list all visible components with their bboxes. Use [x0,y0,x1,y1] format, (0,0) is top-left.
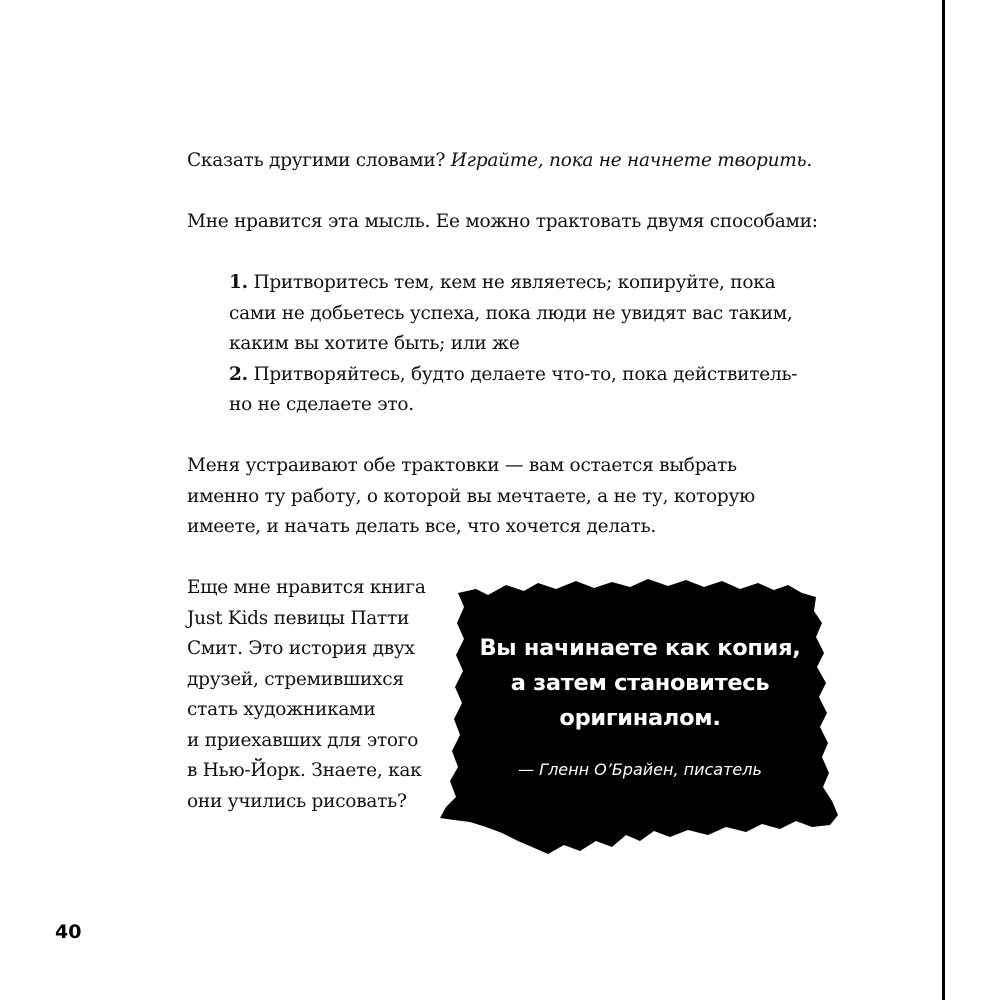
quote-author: — Гленн О’Брайен, писатель [518,760,762,779]
list-item-line: сами не добьетесь успеха, пока люди не увидят вас таким, [229,302,793,324]
list-item [229,268,797,360]
paragraph-two-ways: Мне нравится эта мысль. Ее можно трактовать двумя способами: [187,211,818,232]
list-item-number: 1. [229,272,248,293]
quote-text: Вы начинаете как копия, а затем становитесь оригиналом. [479,635,801,731]
paragraph-just-kids: Еще мне нравится книга Just Kids певицы Патти Смит. Это история двух друзей, стремившихся стать художниками и приехавших для этого в Нью-Йорк. Знаете, как они учились рисовать? [187,577,426,812]
list-item-line: Притворитесь тем, кем не являетесь; копируйте, пока [247,272,776,293]
list-item [229,360,797,421]
paragraph-intro [187,146,812,177]
page-number: 40 [55,921,82,943]
pull-quote [436,575,844,860]
list-item-line: но не сделаете это. [229,394,414,415]
list-item-number: 2. [229,363,248,385]
list-item-line: Притворяйтесь, будто делаете что-то, пока действитель- [247,363,798,385]
paragraph-intro-italic: Играйте, пока не начнете творить. [450,150,812,171]
paragraph-both-interpretations: Меня устраивают обе трактовки — вам остается выбрать именно ту работу, о которой вы мечтаете, а не ту, которую имеете, и начать делать все, что хочется делать. [187,455,756,537]
page-edge-line [942,0,945,1000]
paragraph-intro-plain: Сказать другими словами? [187,150,451,171]
list-item-line: каким вы хотите быть; или же [229,333,520,354]
interpretations-list [229,268,797,421]
